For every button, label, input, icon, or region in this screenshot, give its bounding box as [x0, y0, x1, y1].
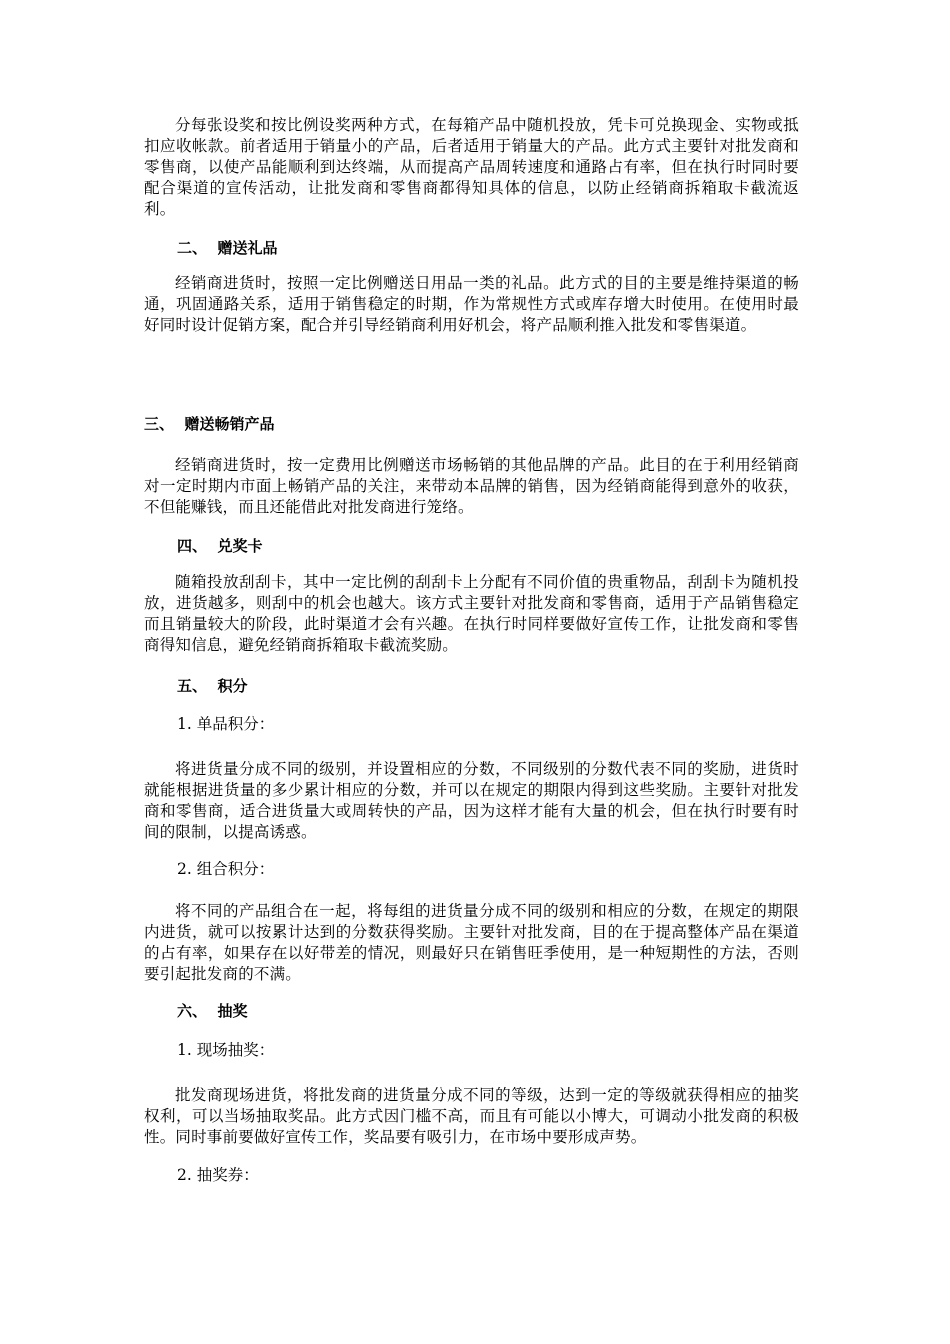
- heading-gift-giving: 二、 赠送礼品: [177, 239, 278, 257]
- heading-prize-card: 四、 兑奖卡: [177, 537, 263, 555]
- paragraph-bestseller-giving: 经销商进货时，按一定费用比例赠送市场畅销的其他品牌的产品。此目的在于利用经销商对一定时期内市面上畅销产品的关注，来带动本品牌的销售，因为经销商能得到意外的收获，不但能赚钱，而且还能借此对批发商进行笼络。: [144, 456, 799, 516]
- heading-points: 五、 积分: [177, 677, 248, 695]
- paragraph-combined-points: 将不同的产品组合在一起，将每组的进货量分成不同的级别和相应的分数，在规定的期限内进货，就可以按累计达到的分数获得奖励。主要针对批发商，目的在于提高整体产品在渠道的占有率，如果存在以好带差的情况，则最好只在销售旺季使用，是一种短期性的方法，否则要引起批发商的不满。: [144, 902, 799, 983]
- subheading-combined-points: 2. 组合积分：: [177, 860, 275, 878]
- subheading-lottery-ticket: 2. 抽奖券：: [177, 1166, 259, 1184]
- subheading-onsite-lottery: 1. 现场抽奖：: [177, 1041, 275, 1059]
- paragraph-single-points: 将进货量分成不同的级别，并设置相应的分数，不同级别的分数代表不同的奖励，进货时就能根据进货量的多少累计相应的分数，并可以在规定的期限内得到这些奖励。主要针对批发商和零售商，适合进货量大或周转快的产品，因为这样才能有大量的机会，但在执行时要有时间的限制，以提高诱惑。: [144, 760, 799, 841]
- paragraph-onsite-lottery: 批发商现场进货，将批发商的进货量分成不同的等级，达到一定的等级就获得相应的抽奖权利，可以当场抽取奖品。此方式因门槛不高，而且有可能以小博大，可调动小批发商的积极性。同时事前要做好宣传工作，奖品要有吸引力，在市场中要形成声势。: [144, 1086, 799, 1146]
- subheading-single-points: 1. 单品积分：: [177, 715, 275, 733]
- paragraph-gift-giving: 经销商进货时，按照一定比例赠送日用品一类的礼品。此方式的目的主要是维持渠道的畅通，巩固通路关系，适用于销售稳定的时期，作为常规性方式或库存增大时使用。在使用时最好同时设计促销方案，配合并引导经销商利用好机会，将产品顺利推入批发和零售渠道。: [144, 274, 799, 334]
- paragraph-scratch-card-rebate: 分每张设奖和按比例设奖两种方式，在每箱产品中随机投放，凭卡可兑换现金、实物或抵扣应收帐款。前者适用于销量小的产品，后者适用于销量大的产品。此方式主要针对批发商和零售商，以使产品能顺利到达终端，从而提高产品周转速度和通路占有率，但在执行时同时要配合渠道的宣传活动，让批发商和零售商都得知具体的信息，以防止经销商拆箱取卡截流返利。: [144, 116, 799, 218]
- paragraph-prize-card: 随箱投放刮刮卡，其中一定比例的刮刮卡上分配有不同价值的贵重物品，刮刮卡为随机投放，进货越多，则刮中的机会也越大。该方式主要针对批发商和零售商，适用于产品销售稳定而且销量较大的阶段，此时渠道才会有兴趣。在执行时同样要做好宣传工作，让批发商和零售商得知信息，避免经销商拆箱取卡截流奖励。: [144, 573, 799, 654]
- heading-lottery: 六、 抽奖: [177, 1002, 248, 1020]
- heading-bestseller-giving: 三、 赠送畅销产品: [144, 415, 275, 433]
